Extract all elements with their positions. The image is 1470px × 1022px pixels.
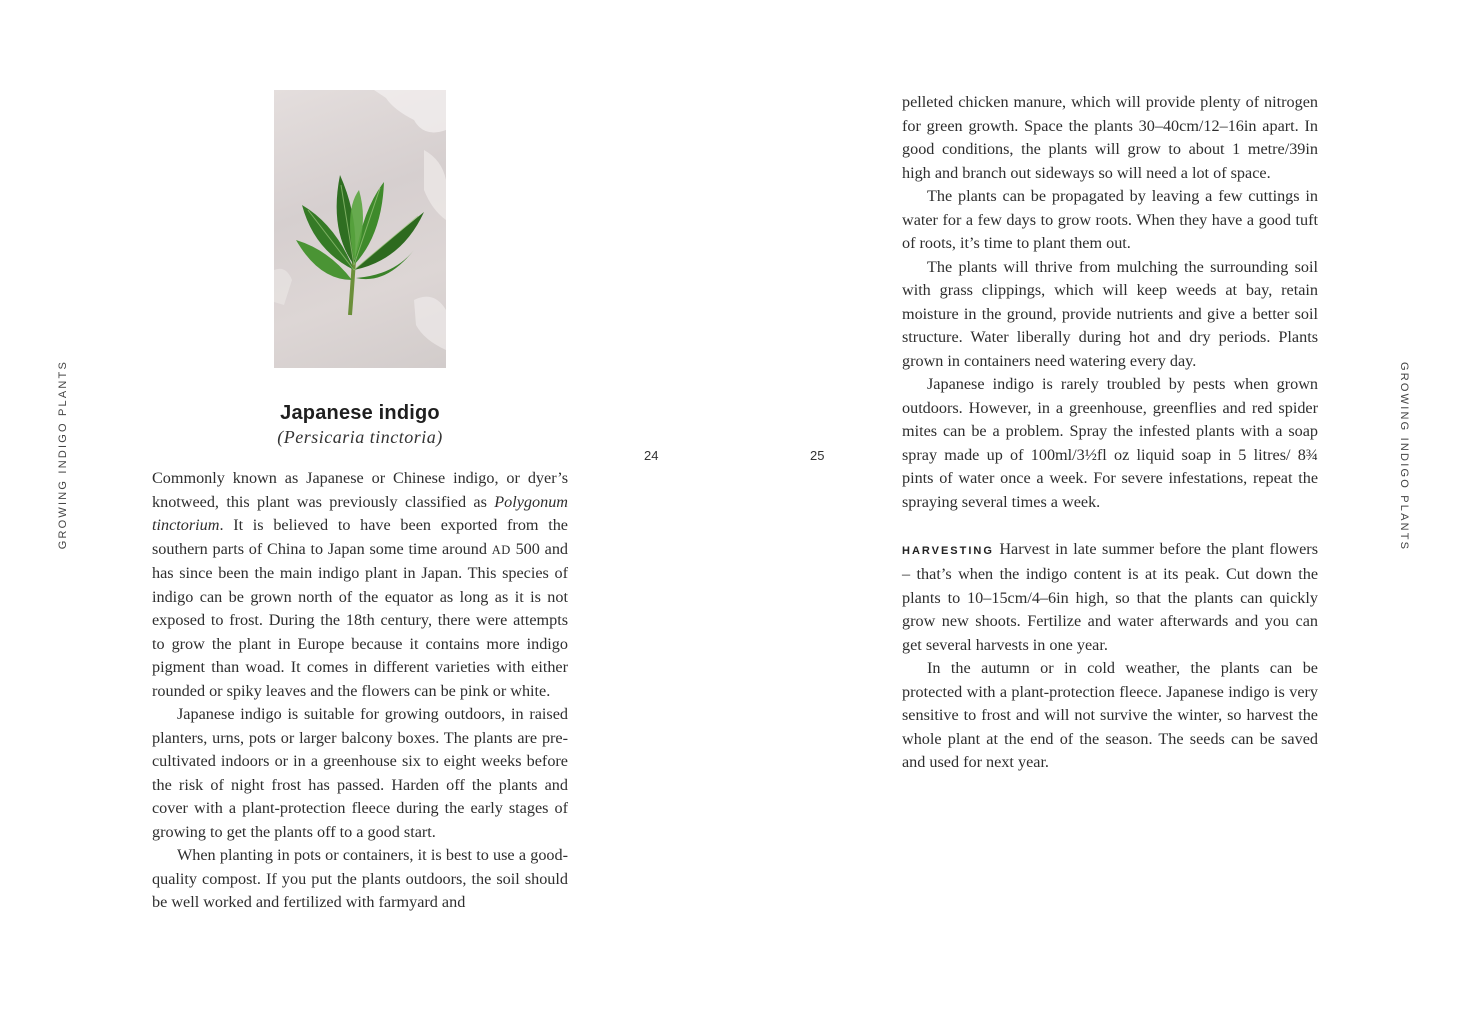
page-number-left: 24 xyxy=(644,448,659,463)
indigo-leaf-icon xyxy=(274,90,446,368)
paragraph-harvesting: HARVESTING Harvest in late summer before the plant flowers – that’s when the indigo content is at its peak. Cut down the plants to 10–15cm/4–6in high, so that the plants can quickly grow new shoots. Fertilize and water afterwards and you can get several harvests in one year. xyxy=(902,539,1318,654)
left-page-text xyxy=(152,467,568,915)
paragraph: Japanese indigo is suitable for growing outdoors, in raised planters, urns, pots or larger balcony boxes. The plants are pre-cultivated indoors or in a greenhouse six to eight weeks before the risk of night frost has passed. Harden off the plants and cover with a plant-protection fleece during the early stages of growing to get the plants off to a good start. xyxy=(152,705,568,841)
paragraph: Commonly known as Japanese or Chinese indigo, or dyer’s knotweed, this plant was previously classified as Polygonum tinctorium. It is believed to have been exported from the southern parts of China to Japan some time around AD 500 and has since been the main indigo plant in Japan. This species of indigo can be grown north of the equator as long as it is not exposed to frost. During the 18th century, there were attempts to grow the plant in Europe because it contains more indigo pigment than woad. It comes in different varieties with either rounded or spiky leaves and the flowers can be pink or white. xyxy=(152,469,569,700)
running-head-left: GROWING INDIGO PLANTS xyxy=(57,360,69,550)
page-title: Japanese indigo xyxy=(280,402,440,424)
paragraph: The plants will thrive from mulching the surrounding soil with grass clippings, which will keep weeds at bay, retain moisture in the ground, provide nutrients and give a better soil structure. Water liberally during hot and dry periods. Plants grown in containers need watering every day. xyxy=(902,257,1318,370)
indigo-leaf-photo xyxy=(274,90,446,368)
section-heading: HARVESTING xyxy=(902,544,994,557)
running-head-right: GROWING INDIGO PLANTS xyxy=(1398,362,1410,552)
paragraph: In the autumn or in cold weather, the plants can be protected with a plant-protection fleece. Japanese indigo is very sensitive to frost and will not survive the winter, so harvest the whole plant at the end of the season. The seeds can be saved and used for next year. xyxy=(902,659,1318,771)
paragraph: Japanese indigo is rarely troubled by pests when grown outdoors. However, in a greenhouse, greenflies and red spider mites can be a problem. Spray the infested plants with a soap spray made up of 100ml/3½fl oz liquid soap in 5 litres/ 8¾ pints of water once a week. For severe infestations, repeat the spraying several times a week. xyxy=(902,375,1318,511)
paragraph: The plants can be propagated by leaving a few cuttings in water for a few days to grow roots. When they have a good tuft of roots, it’s time to plant them out. xyxy=(902,187,1318,252)
right-page-text xyxy=(902,91,1318,775)
latin-name: (Persicaria tinctoria) xyxy=(277,427,443,447)
page-number-right: 25 xyxy=(810,448,825,463)
paragraph: pelleted chicken manure, which will provide plenty of nitrogen for green growth. Space the plants 30–40cm/12–16in apart. In good conditions, the plants will grow to about 1 metre/39in high and branch out sideways so will need a lot of space. xyxy=(902,93,1318,182)
paragraph: When planting in pots or containers, it is best to use a good-quality compost. If you put the plants outdoors, the soil should be well worked and fertilized with farmyard and xyxy=(152,846,568,911)
